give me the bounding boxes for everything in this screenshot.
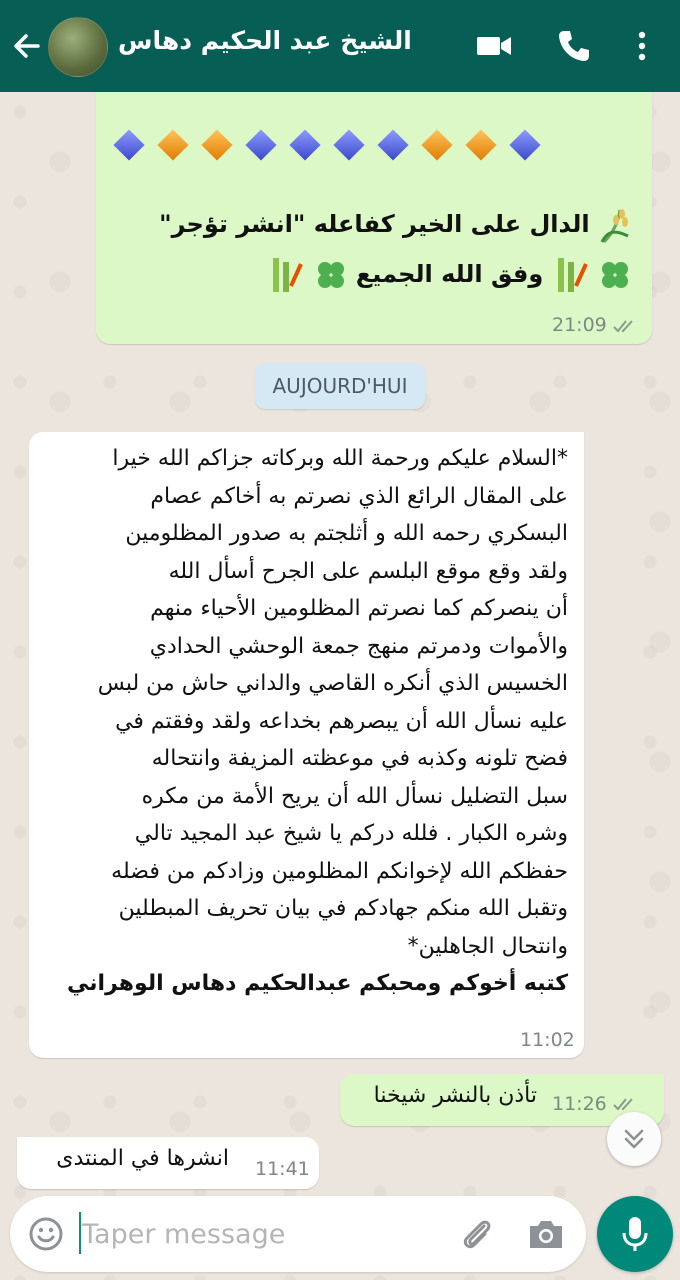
double-chevron-down-icon xyxy=(607,1112,661,1166)
emoji-icon[interactable] xyxy=(24,1212,68,1256)
contact-name[interactable]: الشيخ عبد الحكيم دهاس xyxy=(118,26,412,55)
voice-record-button[interactable] xyxy=(597,1196,673,1272)
delivered-ticks-icon xyxy=(612,318,640,334)
message-line: البسكري رحمه الله و أثلجتم به صدور المظلومين xyxy=(125,521,568,546)
orange-diamond-icon xyxy=(465,129,496,160)
chat-header xyxy=(0,0,680,92)
four-leaf-clover-icon xyxy=(598,258,632,292)
message-text: انشرها في المنتدى xyxy=(56,1146,229,1171)
message-line: فضح تلونه وكذبه في موعظته المزيفة وانتحاله xyxy=(151,746,568,771)
message-line: وانتحال الجاهلين* xyxy=(407,933,568,959)
contact-avatar[interactable] xyxy=(48,17,108,77)
video-call-icon[interactable] xyxy=(474,26,514,66)
four-leaf-clover-icon xyxy=(314,258,348,292)
date-separator: AUJOURD'HUI xyxy=(255,363,425,409)
bamboo-icon xyxy=(267,256,305,294)
message-line: وتقبل الله منكم جهادكم في بيان تحريف المبطلين xyxy=(118,896,568,921)
message-line: سبل التضليل نسأل الله أن يريح الأمة من مكره xyxy=(141,783,568,809)
attach-icon[interactable] xyxy=(454,1212,498,1256)
message-line: على المقال الرائع الذي نصرتم به أخاكم عصام xyxy=(150,483,568,509)
message-line: حفظكم الله لإخوانكم المظلومين وزادكم من فضله xyxy=(111,858,568,884)
message-line: الخسيس الذي أنكره القاصي والداني حاش من لبس xyxy=(97,671,568,696)
diamond-decoration-row xyxy=(112,130,542,160)
message-text: تأذن بالنشر شيخنا xyxy=(373,1083,537,1108)
scroll-to-bottom-button[interactable] xyxy=(607,1112,661,1166)
message-input[interactable] xyxy=(82,1212,442,1256)
message-line: *السلام عليكم ورحمة الله وبركاته جزاكم الله خيرا xyxy=(112,446,568,471)
message-time: 11:26 xyxy=(552,1093,607,1115)
orange-diamond-icon xyxy=(157,129,188,160)
blue-diamond-icon xyxy=(113,129,144,160)
back-arrow-icon[interactable] xyxy=(8,24,48,68)
more-options-icon[interactable] xyxy=(624,26,660,66)
message-line: والأموات ودمرتم منهج جمعة الوحشي الحدادي xyxy=(149,633,568,659)
message-time: 21:09 xyxy=(552,314,607,336)
message-signature: كتبه أخوكم ومحبكم عبدالحكيم دهاس الوهراني xyxy=(67,971,568,996)
rice-plant-icon xyxy=(598,206,632,244)
message-bubble-incoming[interactable] xyxy=(17,1137,319,1189)
mic-icon xyxy=(619,1214,651,1254)
message-line: عليه نسأل الله أن يبصرهم بخداعه ولقد وفقتم في xyxy=(115,708,568,734)
bamboo-icon xyxy=(552,256,590,294)
message-line: وفق الله الجميع xyxy=(267,256,632,294)
message-time: 11:41 xyxy=(255,1158,310,1180)
message-body xyxy=(43,440,568,1003)
message-line: ولقد وقع موقع البلسم على الجرح أسأل الله xyxy=(168,558,568,584)
blue-diamond-icon xyxy=(245,129,276,160)
orange-diamond-icon xyxy=(421,129,452,160)
message-line: الدال على الخير كفاعله "انشر تؤجر" xyxy=(159,206,632,244)
message-line: وشره الكبار . فلله دركم يا شيخ عبد المجيد تالي xyxy=(134,821,568,846)
blue-diamond-icon xyxy=(509,129,540,160)
camera-icon[interactable] xyxy=(524,1214,568,1254)
voice-call-icon[interactable] xyxy=(554,26,594,66)
message-bubble-incoming[interactable] xyxy=(29,432,584,1058)
blue-diamond-icon xyxy=(289,129,320,160)
blue-diamond-icon xyxy=(377,129,408,160)
message-composer xyxy=(10,1196,586,1272)
message-time: 11:02 xyxy=(520,1029,575,1051)
orange-diamond-icon xyxy=(201,129,232,160)
message-line: أن ينصركم كما نصرتم المظلومين الأحياء منهم xyxy=(150,596,568,621)
blue-diamond-icon xyxy=(333,129,364,160)
text-cursor xyxy=(79,1212,81,1254)
message-bubble-outgoing[interactable] xyxy=(96,92,652,344)
delivered-ticks-icon xyxy=(612,1096,640,1112)
